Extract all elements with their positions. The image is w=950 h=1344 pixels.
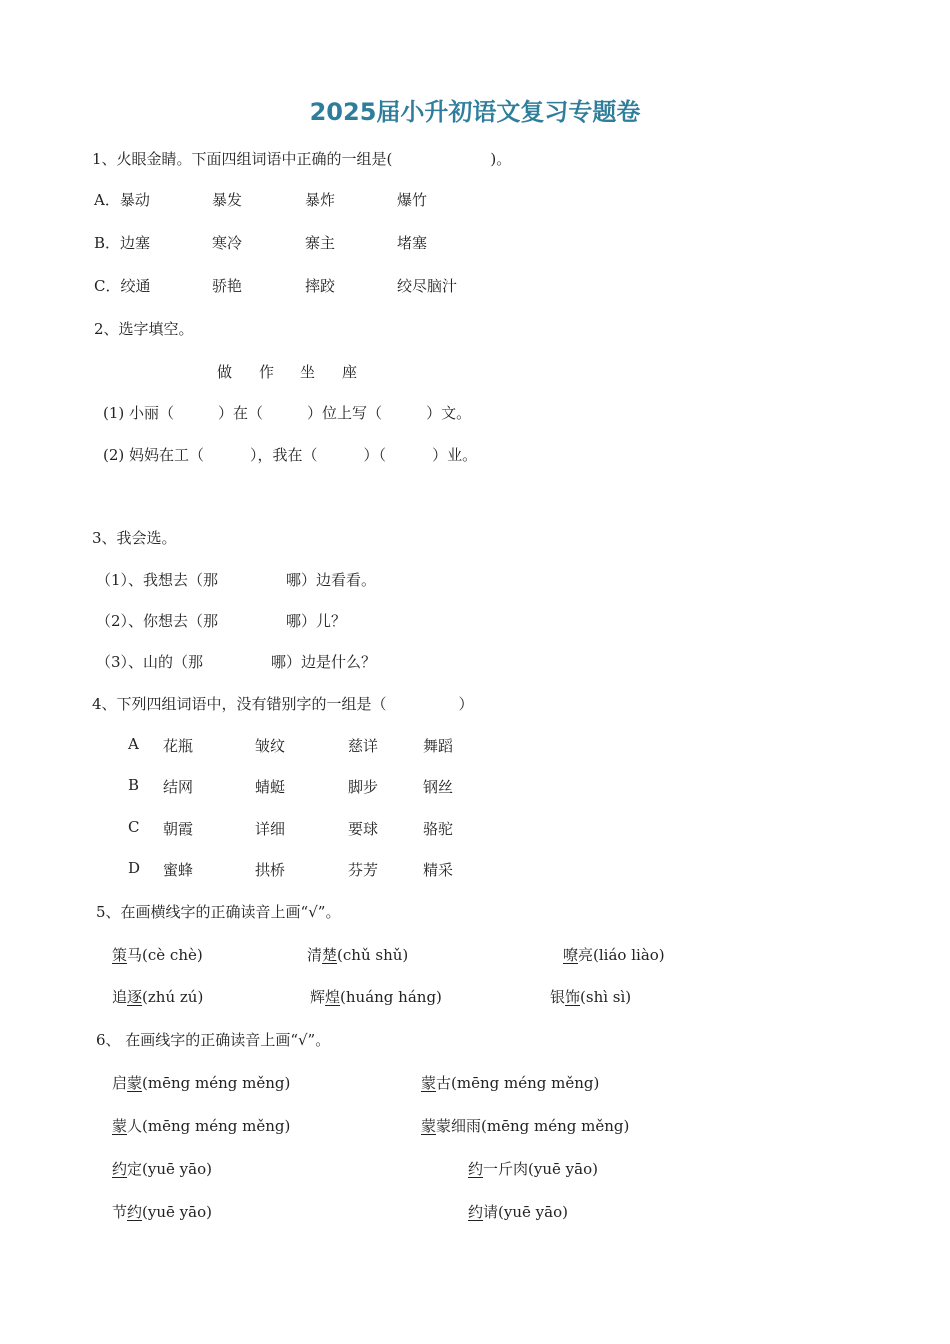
- q4-option-c-word: 要球: [348, 820, 379, 838]
- q2-sentence-2: (2) 妈妈在工（ ），我在（ ）（ ）业。: [103, 446, 478, 464]
- q4-option-a-word: 舞蹈: [423, 737, 454, 755]
- q4-option-b-word: 蜻蜓: [255, 778, 286, 796]
- q5-stem: 5、在画横线字的正确读音上画“√”。: [96, 903, 341, 921]
- q6-item: 蒙人(mēng méng měng): [112, 1117, 291, 1135]
- q6-item: 蒙蒙细雨(mēng méng měng): [421, 1117, 630, 1135]
- q1-option-c-word: 摔跤: [305, 277, 336, 295]
- q6-item: 启蒙(mēng méng měng): [112, 1074, 291, 1092]
- q1-option-a-label: A．暴动: [94, 191, 150, 209]
- q4-option-a-word: 皱纹: [255, 737, 286, 755]
- q2-stem: 2、选字填空。: [94, 320, 194, 338]
- q3-item: （3）、山的（那 哪）边是什么？: [96, 653, 377, 671]
- q1-option-a-word: 暴炸: [305, 191, 336, 209]
- q3-stem: 3、我会选。: [92, 529, 177, 547]
- q6-item: 约定(yuē yāo): [112, 1160, 212, 1178]
- q4-option-c-label: C: [128, 818, 140, 836]
- q4-option-b-word: 结网: [163, 778, 194, 796]
- q4-stem: 4、下列四组词语中，没有错别字的一组是（ ）: [92, 695, 474, 713]
- q5-item: 策马(cè chè): [112, 946, 203, 964]
- q5-item: 银饰(shì sì): [550, 988, 632, 1006]
- q6-item: 节约(yuē yāo): [112, 1203, 212, 1221]
- q3-item: （1）、我想去（那 哪）边看看。: [96, 571, 377, 589]
- q1-option-b-word: 寒冷: [212, 234, 243, 252]
- q4-option-a-label: A: [128, 735, 139, 753]
- q1-option-b-word: 寨主: [305, 234, 336, 252]
- q1-option-c-label: C．绞通: [94, 277, 151, 295]
- q4-option-b-label: B: [128, 776, 140, 794]
- q4-option-a-word: 花瓶: [163, 737, 194, 755]
- q1-option-c-word: 绞尽脑汁: [397, 277, 458, 295]
- q2-char: 坐: [300, 363, 316, 381]
- q4-option-a-word: 慈详: [348, 737, 379, 755]
- q4-option-d-word: 芬芳: [348, 861, 379, 879]
- q4-option-d-word: 拱桥: [255, 861, 286, 879]
- q1-option-c-word: 骄艳: [212, 277, 243, 295]
- q2-char: 作: [259, 363, 275, 381]
- q5-item: 辉煌(huáng háng): [310, 988, 442, 1006]
- q6-item: 约一斤肉(yuē yāo): [468, 1160, 598, 1178]
- q2-char: 做: [217, 363, 233, 381]
- q4-option-c-word: 详细: [255, 820, 286, 838]
- q6-item: 约请(yuē yāo): [468, 1203, 568, 1221]
- q2-char: 座: [342, 363, 358, 381]
- q4-option-c-word: 朝霞: [163, 820, 194, 838]
- q1-option-b-word: 堵塞: [397, 234, 428, 252]
- q4-option-c-word: 骆驼: [423, 820, 454, 838]
- q2-sentence-1: (1) 小丽（ ）在（ ）位上写（ ）文。: [103, 404, 472, 422]
- document-title: 2025届小升初语文复习专题卷: [309, 98, 641, 126]
- q4-option-d-word: 蜜蜂: [163, 861, 194, 879]
- q4-option-d-word: 精采: [423, 861, 454, 879]
- q3-item: （2）、你想去（那 哪）儿？: [96, 612, 347, 630]
- q5-item: 清楚(chǔ shǔ): [307, 946, 409, 964]
- q4-option-b-word: 钢丝: [423, 778, 454, 796]
- q6-stem: 6、 在画线字的正确读音上画“√”。: [96, 1031, 331, 1049]
- q6-item: 蒙古(mēng méng měng): [421, 1074, 600, 1092]
- q5-item: 嘹亮(liáo liào): [563, 946, 665, 964]
- q1-stem: 1、火眼金睛。下面四组词语中正确的一组是( )。: [92, 150, 512, 168]
- q4-option-d-label: D: [128, 859, 141, 877]
- q4-option-b-word: 脚步: [348, 778, 379, 796]
- q1-option-b-label: B．边塞: [94, 234, 151, 252]
- q1-option-a-word: 暴发: [212, 191, 243, 209]
- q1-option-a-word: 爆竹: [397, 191, 428, 209]
- q5-item: 追逐(zhú zú): [112, 988, 204, 1006]
